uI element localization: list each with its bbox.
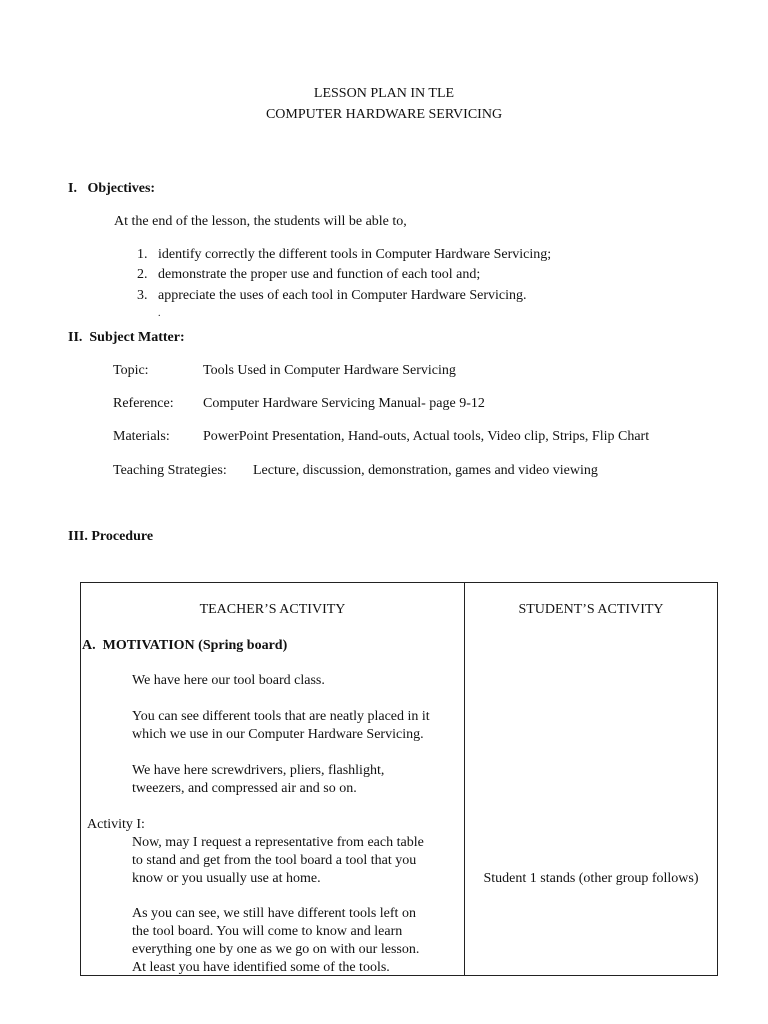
teacher-paragraph-4-line3: know or you usually use at home.: [132, 871, 321, 886]
objective-number-1: 1.: [137, 247, 148, 262]
stray-period-mark: .: [158, 308, 161, 319]
teaching-strategies-value: Lecture, discussion, demonstration, games and video viewing: [253, 463, 598, 478]
activity-label: Activity I:: [87, 817, 145, 832]
objective-item-3: appreciate the uses of each tool in Computer Hardware Servicing.: [158, 288, 527, 303]
objectives-heading: I. Objectives:: [68, 181, 156, 196]
reference-value: Computer Hardware Servicing Manual- page 9-12: [203, 396, 485, 411]
teacher-paragraph-5-line4: At least you have identified some of the tools.: [132, 960, 390, 975]
teacher-paragraph-3-line2: tweezers, and compressed air and so on.: [132, 781, 357, 796]
teacher-paragraph-5-line1: As you can see, we still have different tools left on: [132, 906, 416, 921]
teacher-paragraph-3-line1: We have here screwdrivers, pliers, flashlight,: [132, 763, 385, 778]
materials-value: PowerPoint Presentation, Hand-outs, Actual tools, Video clip, Strips, Flip Chart: [203, 429, 650, 444]
student-activity-header: STUDENT’S ACTIVITY: [518, 602, 664, 617]
table-column-divider: [464, 583, 465, 975]
reference-label: Reference:: [113, 396, 174, 411]
objective-item-1: identify correctly the different tools in Computer Hardware Servicing;: [158, 247, 552, 262]
procedure-heading: III. Procedure: [68, 529, 154, 544]
topic-value: Tools Used in Computer Hardware Servicing: [203, 363, 456, 378]
procedure-table: [80, 582, 718, 976]
student-response: Student 1 stands (other group follows): [483, 871, 699, 886]
objective-item-2: demonstrate the proper use and function of each tool and;: [158, 267, 481, 282]
objective-number-2: 2.: [137, 267, 148, 282]
objectives-intro: At the end of the lesson, the students will be able to,: [114, 214, 407, 229]
topic-label: Topic:: [113, 363, 149, 378]
teaching-strategies-label: Teaching Strategies:: [113, 463, 227, 478]
document-title-line2: COMPUTER HARDWARE SERVICING: [265, 107, 503, 122]
teacher-paragraph-5-line3: everything one by one as we go on with our lesson.: [132, 942, 420, 957]
teacher-activity-header: TEACHER’S ACTIVITY: [199, 602, 346, 617]
objective-number-3: 3.: [137, 288, 148, 303]
document-title-line1: LESSON PLAN IN TLE: [313, 86, 455, 101]
teacher-paragraph-2-line2: which we use in our Computer Hardware Servicing.: [132, 727, 424, 742]
teacher-paragraph-4-line2: to stand and get from the tool board a tool that you: [132, 853, 417, 868]
teacher-paragraph-4-line1: Now, may I request a representative from each table: [132, 835, 424, 850]
materials-label: Materials:: [113, 429, 170, 444]
teacher-paragraph-2-line1: You can see different tools that are neatly placed in it: [132, 709, 430, 724]
teacher-paragraph-1: We have here our tool board class.: [132, 673, 325, 688]
motivation-heading: A. MOTIVATION (Spring board): [82, 638, 288, 653]
teacher-paragraph-5-line2: the tool board. You will come to know and learn: [132, 924, 403, 939]
subject-matter-heading: II. Subject Matter:: [68, 330, 185, 345]
